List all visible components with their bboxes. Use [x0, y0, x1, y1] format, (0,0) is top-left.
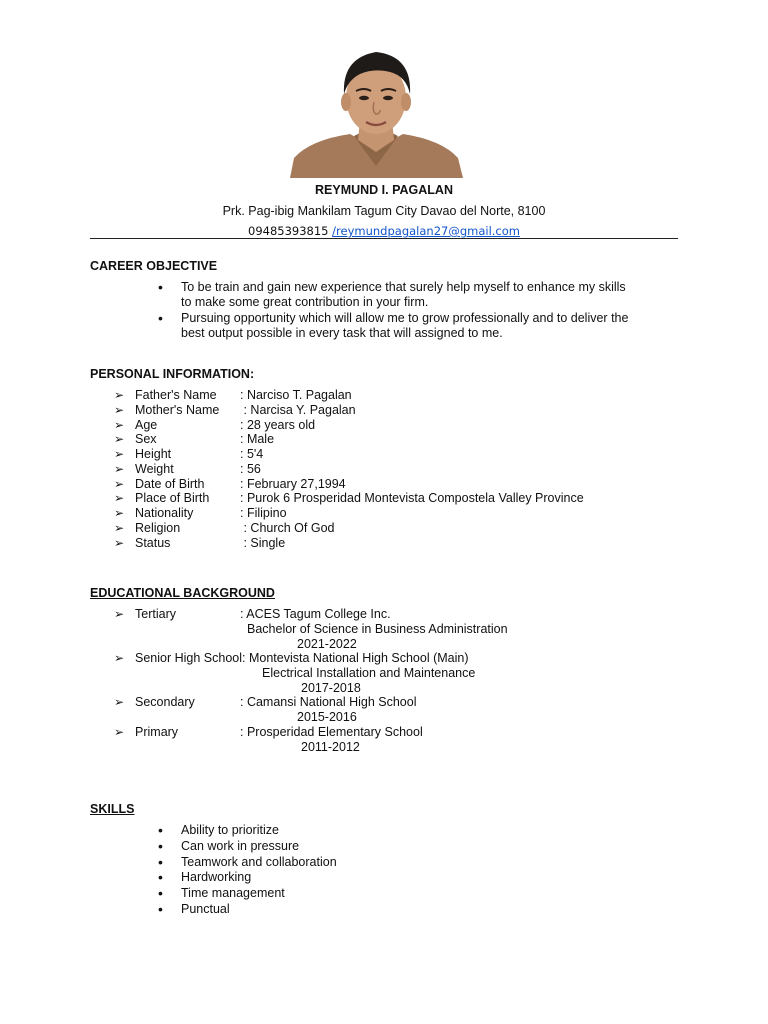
arrow-bullet-icon: ➢ — [114, 418, 125, 432]
personal-value: : Purok 6 Prosperidad Montevista Compostela Valley Province — [240, 491, 584, 505]
education-tertiary-course: Bachelor of Science in Business Administration — [247, 622, 508, 636]
personal-label: Place of Birth — [135, 491, 210, 505]
education-tertiary-school: : ACES Tagum College Inc. — [240, 607, 391, 621]
arrow-bullet-icon: ➢ — [114, 695, 125, 709]
personal-label: Height — [135, 447, 172, 461]
arrow-bullet-icon: ➢ — [114, 725, 125, 739]
education-shs-line: Senior High School: Montevista National High School (Main) — [135, 651, 469, 665]
personal-label: Status — [135, 536, 171, 550]
personal-value: : February 27,1994 — [240, 477, 346, 491]
personal-value: : Narciso T. Pagalan — [240, 388, 352, 402]
personal-value: : 28 years old — [240, 418, 316, 432]
personal-label: Age — [135, 418, 158, 432]
arrow-bullet-icon: ➢ — [114, 477, 125, 491]
personal-value: : Single — [240, 536, 286, 550]
skill-item: Time management — [181, 886, 285, 900]
education-shs-course: Electrical Installation and Maintenance — [262, 666, 476, 680]
bullet-icon: • — [158, 901, 163, 917]
education-primary-label: Primary — [135, 725, 179, 739]
personal-label: Nationality — [135, 506, 194, 520]
arrow-bullet-icon: ➢ — [114, 536, 125, 550]
skill-item: Hardworking — [181, 870, 252, 884]
personal-value: : Filipino — [240, 506, 287, 520]
personal-label: Religion — [135, 521, 181, 535]
skills-heading: SKILLS — [90, 802, 135, 816]
bullet-icon: • — [158, 869, 163, 885]
personal-value: : Male — [240, 432, 275, 446]
personal-label: Mother's Name — [135, 403, 220, 417]
personal-label: Weight — [135, 462, 174, 476]
phone-number: 09485393815 — [248, 224, 329, 238]
education-tertiary-label: Tertiary — [135, 607, 176, 621]
bullet-icon: • — [158, 885, 163, 901]
education-tertiary-years: 2021-2022 — [297, 637, 357, 651]
career-item-2-line2: best output possible in every task that will assigned to me. — [181, 326, 503, 340]
arrow-bullet-icon: ➢ — [114, 388, 125, 402]
arrow-bullet-icon: ➢ — [114, 447, 125, 461]
personal-label: Date of Birth — [135, 477, 205, 491]
personal-label: Sex — [135, 432, 157, 446]
arrow-bullet-icon: ➢ — [114, 403, 125, 417]
personal-information-heading: PERSONAL INFORMATION: — [90, 367, 255, 381]
candidate-address: Prk. Pag-ibig Mankilam Tagum City Davao del Norte, 8100 — [222, 204, 546, 218]
personal-value: : 5'4 — [240, 447, 264, 461]
header-divider — [90, 238, 678, 239]
skill-item: Punctual — [181, 902, 230, 916]
career-item-1-line2: to make some great contribution in your firm. — [181, 295, 429, 309]
candidate-name: REYMUND I. PAGALAN — [315, 183, 453, 197]
career-objective-heading: CAREER OBJECTIVE — [90, 259, 218, 273]
career-item-2-line1: Pursuing opportunity which will allow me to grow professionally and to deliver the — [181, 311, 629, 325]
education-secondary-school: : Camansi National High School — [240, 695, 417, 709]
arrow-bullet-icon: ➢ — [114, 432, 125, 446]
skill-item: Can work in pressure — [181, 839, 300, 853]
skill-item: Teamwork and collaboration — [181, 855, 337, 869]
education-secondary-years: 2015-2016 — [297, 710, 357, 724]
personal-value: : 56 — [240, 462, 261, 476]
educational-background-heading: EDUCATIONAL BACKGROUND — [90, 586, 275, 600]
personal-label: Father's Name — [135, 388, 217, 402]
arrow-bullet-icon: ➢ — [114, 462, 125, 476]
education-secondary-label: Secondary — [135, 695, 195, 709]
arrow-bullet-icon: ➢ — [114, 607, 125, 621]
personal-value: : Narcisa Y. Pagalan — [240, 403, 356, 417]
arrow-bullet-icon: ➢ — [114, 506, 125, 520]
education-primary-years: 2011-2012 — [301, 740, 360, 754]
arrow-bullet-icon: ➢ — [114, 491, 125, 505]
arrow-bullet-icon: ➢ — [114, 521, 125, 535]
career-item-1-line1: To be train and gain new experience that surely help myself to enhance my skills — [181, 280, 626, 294]
profile-photo — [290, 48, 463, 178]
email-link[interactable]: /reymundpagalan27@gmail.com — [332, 224, 520, 238]
contact-line — [0, 224, 768, 238]
skill-item: Ability to prioritize — [181, 823, 279, 837]
personal-value: : Church Of God — [240, 521, 335, 535]
profile-photo-image — [290, 48, 463, 178]
bullet-icon: • — [158, 822, 163, 838]
education-primary-school: : Prosperidad Elementary School — [240, 725, 423, 739]
bullet-icon: • — [158, 854, 163, 870]
bullet-icon: • — [158, 310, 163, 326]
bullet-icon: • — [158, 838, 163, 854]
arrow-bullet-icon: ➢ — [114, 651, 125, 665]
bullet-icon: • — [158, 279, 163, 295]
education-shs-years: 2017-2018 — [301, 681, 361, 695]
